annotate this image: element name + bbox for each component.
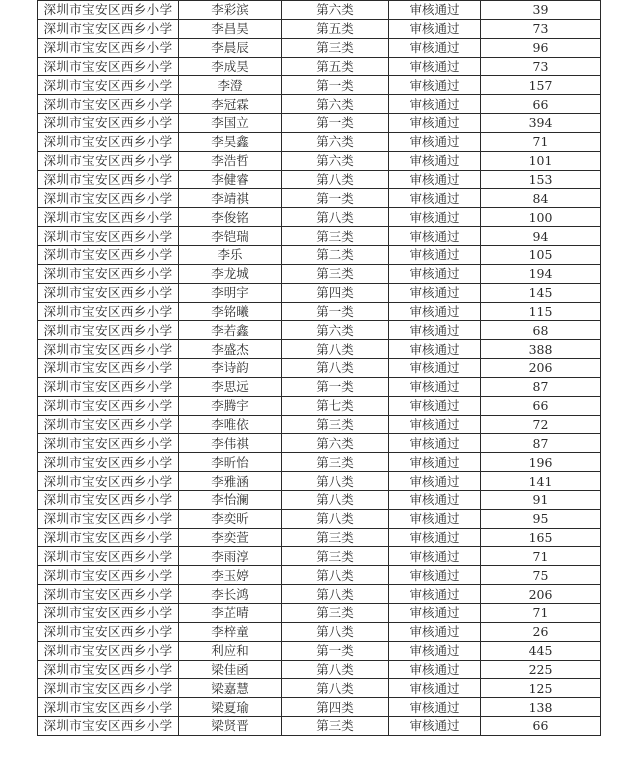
review-status-cell: 审核通过 [389, 547, 481, 566]
student-name-cell: 李俊铭 [179, 208, 282, 227]
review-status-cell: 审核通过 [389, 415, 481, 434]
student-name-cell: 李澄 [179, 76, 282, 95]
roster-table [37, 0, 601, 736]
table-row [38, 622, 601, 641]
score-cell: 73 [481, 19, 601, 38]
review-status-cell: 审核通过 [389, 396, 481, 415]
category-cell: 第五类 [282, 19, 389, 38]
school-cell: 深圳市宝安区西乡小学 [38, 19, 179, 38]
table-row [38, 434, 601, 453]
review-status-cell: 审核通过 [389, 434, 481, 453]
review-status-cell: 审核通过 [389, 95, 481, 114]
student-name-cell: 李思远 [179, 377, 282, 396]
review-status-cell: 审核通过 [389, 208, 481, 227]
student-name-cell: 李彩滨 [179, 1, 282, 20]
category-cell: 第三类 [282, 415, 389, 434]
school-cell: 深圳市宝安区西乡小学 [38, 396, 179, 415]
school-cell: 深圳市宝安区西乡小学 [38, 76, 179, 95]
table-row [38, 679, 601, 698]
table-row [38, 264, 601, 283]
category-cell: 第八类 [282, 359, 389, 378]
score-cell: 26 [481, 622, 601, 641]
review-status-cell: 审核通过 [389, 679, 481, 698]
student-name-cell: 李长鸿 [179, 585, 282, 604]
review-status-cell: 审核通过 [389, 302, 481, 321]
school-cell: 深圳市宝安区西乡小学 [38, 95, 179, 114]
review-status-cell: 审核通过 [389, 170, 481, 189]
table-row [38, 227, 601, 246]
school-cell: 深圳市宝安区西乡小学 [38, 679, 179, 698]
score-cell: 66 [481, 396, 601, 415]
school-cell: 深圳市宝安区西乡小学 [38, 302, 179, 321]
score-cell: 71 [481, 604, 601, 623]
review-status-cell: 审核通过 [389, 264, 481, 283]
school-cell: 深圳市宝安区西乡小学 [38, 604, 179, 623]
student-name-cell: 李乐 [179, 245, 282, 264]
student-name-cell: 李雨淳 [179, 547, 282, 566]
table-row [38, 566, 601, 585]
review-status-cell: 审核通过 [389, 377, 481, 396]
review-status-cell: 审核通过 [389, 359, 481, 378]
score-cell: 206 [481, 359, 601, 378]
school-cell: 深圳市宝安区西乡小学 [38, 472, 179, 491]
review-status-cell: 审核通过 [389, 453, 481, 472]
score-cell: 72 [481, 415, 601, 434]
category-cell: 第八类 [282, 170, 389, 189]
student-name-cell: 李昌昊 [179, 19, 282, 38]
student-name-cell: 李盛杰 [179, 340, 282, 359]
review-status-cell: 审核通过 [389, 114, 481, 133]
review-status-cell: 审核通过 [389, 660, 481, 679]
table-row [38, 359, 601, 378]
school-cell: 深圳市宝安区西乡小学 [38, 132, 179, 151]
student-name-cell: 李昊鑫 [179, 132, 282, 151]
student-name-cell: 梁嘉慧 [179, 679, 282, 698]
score-cell: 138 [481, 698, 601, 717]
school-cell: 深圳市宝安区西乡小学 [38, 528, 179, 547]
table-row [38, 170, 601, 189]
student-name-cell: 李健睿 [179, 170, 282, 189]
category-cell: 第八类 [282, 660, 389, 679]
table-row [38, 189, 601, 208]
table-row [38, 95, 601, 114]
category-cell: 第三类 [282, 453, 389, 472]
review-status-cell: 审核通过 [389, 585, 481, 604]
category-cell: 第八类 [282, 208, 389, 227]
student-name-cell: 梁贤晋 [179, 717, 282, 736]
table-row [38, 415, 601, 434]
category-cell: 第六类 [282, 1, 389, 20]
review-status-cell: 审核通过 [389, 528, 481, 547]
student-name-cell: 李若鑫 [179, 321, 282, 340]
category-cell: 第八类 [282, 340, 389, 359]
category-cell: 第一类 [282, 302, 389, 321]
review-status-cell: 审核通过 [389, 189, 481, 208]
school-cell: 深圳市宝安区西乡小学 [38, 245, 179, 264]
table-row [38, 453, 601, 472]
category-cell: 第三类 [282, 38, 389, 57]
score-cell: 153 [481, 170, 601, 189]
school-cell: 深圳市宝安区西乡小学 [38, 453, 179, 472]
score-cell: 84 [481, 189, 601, 208]
review-status-cell: 审核通过 [389, 641, 481, 660]
score-cell: 71 [481, 547, 601, 566]
table-row [38, 472, 601, 491]
review-status-cell: 审核通过 [389, 245, 481, 264]
school-cell: 深圳市宝安区西乡小学 [38, 170, 179, 189]
student-name-cell: 李怡澜 [179, 490, 282, 509]
school-cell: 深圳市宝安区西乡小学 [38, 490, 179, 509]
score-cell: 71 [481, 132, 601, 151]
student-name-cell: 李浩哲 [179, 151, 282, 170]
student-name-cell: 李诗韵 [179, 359, 282, 378]
table-row [38, 57, 601, 76]
school-cell: 深圳市宝安区西乡小学 [38, 38, 179, 57]
review-status-cell: 审核通过 [389, 321, 481, 340]
category-cell: 第一类 [282, 377, 389, 396]
review-status-cell: 审核通过 [389, 151, 481, 170]
review-status-cell: 审核通过 [389, 490, 481, 509]
review-status-cell: 审核通过 [389, 604, 481, 623]
school-cell: 深圳市宝安区西乡小学 [38, 227, 179, 246]
student-name-cell: 李伟祺 [179, 434, 282, 453]
student-name-cell: 利应和 [179, 641, 282, 660]
table-row [38, 377, 601, 396]
table-row [38, 38, 601, 57]
review-status-cell: 审核通过 [389, 1, 481, 20]
score-cell: 66 [481, 717, 601, 736]
score-cell: 125 [481, 679, 601, 698]
category-cell: 第五类 [282, 57, 389, 76]
student-name-cell: 李铠瑞 [179, 227, 282, 246]
student-name-cell: 李雅涵 [179, 472, 282, 491]
school-cell: 深圳市宝安区西乡小学 [38, 622, 179, 641]
school-cell: 深圳市宝安区西乡小学 [38, 434, 179, 453]
school-cell: 深圳市宝安区西乡小学 [38, 208, 179, 227]
category-cell: 第三类 [282, 604, 389, 623]
student-name-cell: 李昕怡 [179, 453, 282, 472]
category-cell: 第八类 [282, 679, 389, 698]
score-cell: 145 [481, 283, 601, 302]
school-cell: 深圳市宝安区西乡小学 [38, 151, 179, 170]
table-row [38, 547, 601, 566]
score-cell: 73 [481, 57, 601, 76]
category-cell: 第六类 [282, 321, 389, 340]
score-cell: 96 [481, 38, 601, 57]
table-row [38, 208, 601, 227]
category-cell: 第三类 [282, 547, 389, 566]
table-row [38, 151, 601, 170]
category-cell: 第八类 [282, 585, 389, 604]
table-row [38, 1, 601, 20]
score-cell: 75 [481, 566, 601, 585]
review-status-cell: 审核通过 [389, 717, 481, 736]
table-row [38, 660, 601, 679]
score-cell: 394 [481, 114, 601, 133]
school-cell: 深圳市宝安区西乡小学 [38, 114, 179, 133]
roster-sheet [37, 0, 600, 736]
roster-table-body [38, 1, 601, 736]
category-cell: 第一类 [282, 114, 389, 133]
category-cell: 第三类 [282, 227, 389, 246]
category-cell: 第四类 [282, 698, 389, 717]
review-status-cell: 审核通过 [389, 132, 481, 151]
review-status-cell: 审核通过 [389, 38, 481, 57]
table-row [38, 509, 601, 528]
student-name-cell: 李奕昕 [179, 509, 282, 528]
student-name-cell: 李龙城 [179, 264, 282, 283]
student-name-cell: 李唯依 [179, 415, 282, 434]
table-row [38, 76, 601, 95]
table-row [38, 641, 601, 660]
school-cell: 深圳市宝安区西乡小学 [38, 321, 179, 340]
score-cell: 157 [481, 76, 601, 95]
student-name-cell: 李奕萱 [179, 528, 282, 547]
table-row [38, 321, 601, 340]
student-name-cell: 李玉婷 [179, 566, 282, 585]
review-status-cell: 审核通过 [389, 622, 481, 641]
score-cell: 87 [481, 377, 601, 396]
student-name-cell: 李晨辰 [179, 38, 282, 57]
score-cell: 87 [481, 434, 601, 453]
score-cell: 100 [481, 208, 601, 227]
score-cell: 194 [481, 264, 601, 283]
score-cell: 225 [481, 660, 601, 679]
table-row [38, 604, 601, 623]
school-cell: 深圳市宝安区西乡小学 [38, 415, 179, 434]
score-cell: 115 [481, 302, 601, 321]
school-cell: 深圳市宝安区西乡小学 [38, 1, 179, 20]
table-row [38, 396, 601, 415]
score-cell: 66 [481, 95, 601, 114]
score-cell: 206 [481, 585, 601, 604]
student-name-cell: 李成昊 [179, 57, 282, 76]
score-cell: 101 [481, 151, 601, 170]
score-cell: 445 [481, 641, 601, 660]
table-row [38, 698, 601, 717]
category-cell: 第三类 [282, 717, 389, 736]
table-row [38, 490, 601, 509]
review-status-cell: 审核通过 [389, 19, 481, 38]
school-cell: 深圳市宝安区西乡小学 [38, 717, 179, 736]
table-row [38, 245, 601, 264]
category-cell: 第一类 [282, 189, 389, 208]
school-cell: 深圳市宝安区西乡小学 [38, 283, 179, 302]
category-cell: 第八类 [282, 509, 389, 528]
review-status-cell: 审核通过 [389, 57, 481, 76]
table-row [38, 528, 601, 547]
category-cell: 第三类 [282, 264, 389, 283]
review-status-cell: 审核通过 [389, 566, 481, 585]
school-cell: 深圳市宝安区西乡小学 [38, 264, 179, 283]
school-cell: 深圳市宝安区西乡小学 [38, 359, 179, 378]
review-status-cell: 审核通过 [389, 76, 481, 95]
review-status-cell: 审核通过 [389, 283, 481, 302]
student-name-cell: 李国立 [179, 114, 282, 133]
table-row [38, 302, 601, 321]
review-status-cell: 审核通过 [389, 472, 481, 491]
student-name-cell: 李铭曦 [179, 302, 282, 321]
category-cell: 第三类 [282, 528, 389, 547]
student-name-cell: 李芷晴 [179, 604, 282, 623]
school-cell: 深圳市宝安区西乡小学 [38, 189, 179, 208]
table-row [38, 585, 601, 604]
score-cell: 165 [481, 528, 601, 547]
score-cell: 94 [481, 227, 601, 246]
student-name-cell: 李靖祺 [179, 189, 282, 208]
student-name-cell: 李梓童 [179, 622, 282, 641]
category-cell: 第一类 [282, 76, 389, 95]
table-row [38, 340, 601, 359]
table-row [38, 132, 601, 151]
category-cell: 第八类 [282, 490, 389, 509]
school-cell: 深圳市宝安区西乡小学 [38, 57, 179, 76]
score-cell: 141 [481, 472, 601, 491]
school-cell: 深圳市宝安区西乡小学 [38, 340, 179, 359]
category-cell: 第六类 [282, 151, 389, 170]
score-cell: 388 [481, 340, 601, 359]
school-cell: 深圳市宝安区西乡小学 [38, 641, 179, 660]
school-cell: 深圳市宝安区西乡小学 [38, 566, 179, 585]
category-cell: 第二类 [282, 245, 389, 264]
school-cell: 深圳市宝安区西乡小学 [38, 547, 179, 566]
score-cell: 39 [481, 1, 601, 20]
category-cell: 第一类 [282, 641, 389, 660]
category-cell: 第七类 [282, 396, 389, 415]
score-cell: 196 [481, 453, 601, 472]
category-cell: 第八类 [282, 472, 389, 491]
score-cell: 95 [481, 509, 601, 528]
student-name-cell: 李腾宇 [179, 396, 282, 415]
school-cell: 深圳市宝安区西乡小学 [38, 660, 179, 679]
category-cell: 第八类 [282, 566, 389, 585]
student-name-cell: 李明宇 [179, 283, 282, 302]
review-status-cell: 审核通过 [389, 698, 481, 717]
category-cell: 第六类 [282, 132, 389, 151]
category-cell: 第六类 [282, 434, 389, 453]
review-status-cell: 审核通过 [389, 509, 481, 528]
review-status-cell: 审核通过 [389, 340, 481, 359]
school-cell: 深圳市宝安区西乡小学 [38, 585, 179, 604]
student-name-cell: 李冠霖 [179, 95, 282, 114]
student-name-cell: 梁佳函 [179, 660, 282, 679]
score-cell: 68 [481, 321, 601, 340]
school-cell: 深圳市宝安区西乡小学 [38, 698, 179, 717]
table-row [38, 283, 601, 302]
category-cell: 第四类 [282, 283, 389, 302]
school-cell: 深圳市宝安区西乡小学 [38, 509, 179, 528]
category-cell: 第六类 [282, 95, 389, 114]
school-cell: 深圳市宝安区西乡小学 [38, 377, 179, 396]
table-row [38, 114, 601, 133]
score-cell: 91 [481, 490, 601, 509]
table-row [38, 717, 601, 736]
review-status-cell: 审核通过 [389, 227, 481, 246]
category-cell: 第八类 [282, 622, 389, 641]
student-name-cell: 梁夏瑜 [179, 698, 282, 717]
table-row [38, 19, 601, 38]
score-cell: 105 [481, 245, 601, 264]
